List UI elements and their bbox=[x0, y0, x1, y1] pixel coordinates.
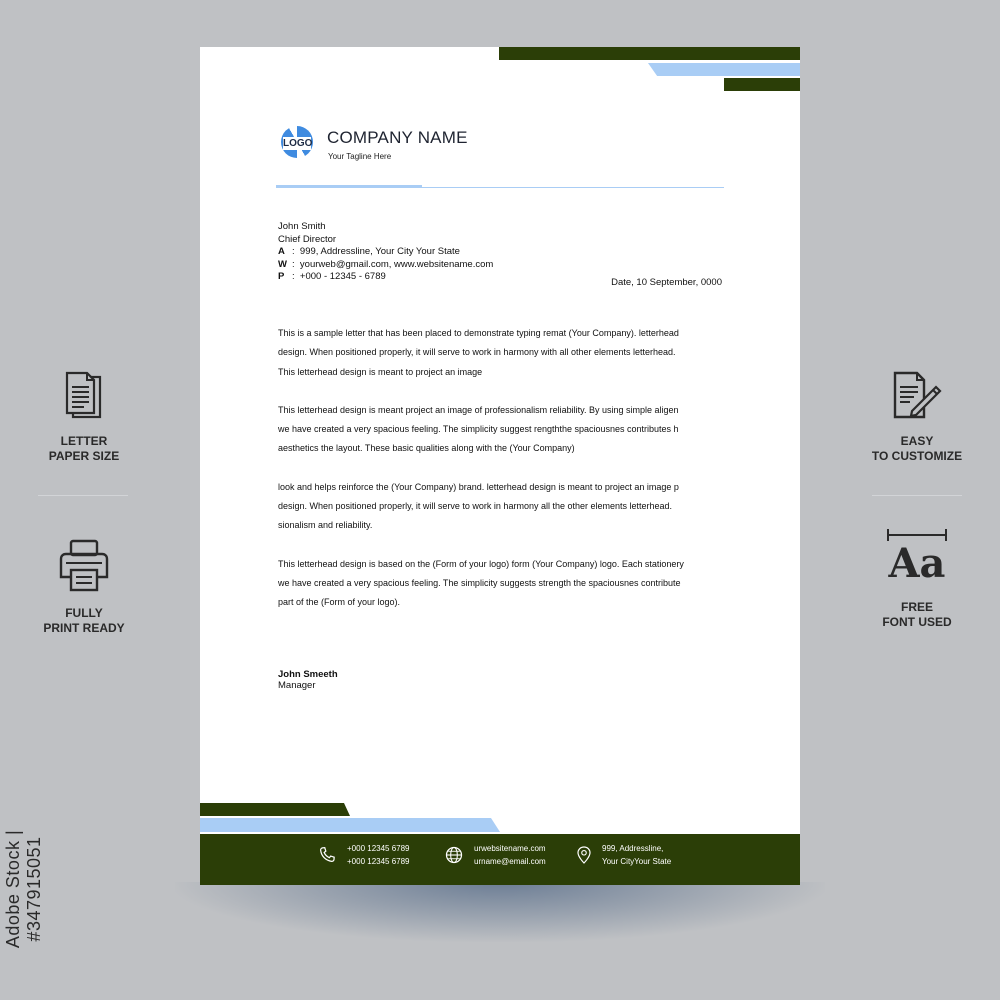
font-glyph: Aa bbox=[888, 540, 946, 587]
body-line: This letterhead design is meant to project an image bbox=[278, 366, 483, 377]
feature-line1: FREE bbox=[900, 600, 933, 614]
feature-line2: FONT USED bbox=[882, 614, 952, 629]
footer-address-2: Your CityYour State bbox=[602, 857, 672, 866]
body-line: design. When positioned properly, it will serve to work in harmony with all other elements letterhead. bbox=[278, 347, 676, 358]
letterhead-footer bbox=[200, 834, 800, 885]
document-edit-icon bbox=[890, 370, 944, 422]
company-name: COMPANY NAME bbox=[327, 128, 468, 147]
sender-phone-row: P : +000 - 12345 - 6789 bbox=[278, 271, 386, 283]
body-line: design. When positioned properly, it will serve to work in harmony all the other elements letterhead. bbox=[278, 501, 673, 512]
feature-line2: PAPER SIZE bbox=[48, 448, 120, 463]
feature-line1: LETTER bbox=[60, 434, 108, 448]
location-pin-icon bbox=[576, 845, 592, 865]
footer-phone-2: +000 12345 6789 bbox=[347, 857, 410, 866]
body-line: aesthetics the layout. These basic qualities along with the (Your Company) bbox=[278, 443, 575, 454]
letter-date: Date, 10 September, 0000 bbox=[611, 277, 722, 288]
feature-letter-size bbox=[40, 370, 128, 463]
feature-print-ready bbox=[36, 538, 132, 635]
footer-phone-1: +000 12345 6789 bbox=[347, 844, 410, 853]
printer-icon bbox=[58, 538, 110, 594]
letterhead-sheet bbox=[200, 47, 800, 885]
logo-label: LOGO bbox=[283, 138, 313, 149]
company-tagline: Your Tagline Here bbox=[328, 152, 392, 161]
footer-email: urname@email.com bbox=[474, 857, 546, 866]
footer-web-text bbox=[474, 842, 546, 868]
feature-line1: EASY bbox=[900, 434, 934, 448]
body-paragraph bbox=[278, 401, 708, 459]
signature-name: John Smeeth bbox=[278, 669, 338, 680]
footer-address-1: 999, Addressline, bbox=[602, 844, 664, 853]
sender-web-row: W : yourweb@gmail.com, www.websitename.com bbox=[278, 258, 494, 270]
page-shadow bbox=[175, 882, 825, 942]
feature-easy-customize bbox=[868, 370, 966, 463]
footer-phone-text bbox=[347, 842, 410, 868]
sender-address-row: A : 999, Addressline, Your City Your State bbox=[278, 246, 460, 258]
top-green-bar bbox=[499, 47, 800, 60]
footer-website: urwebsitename.com bbox=[474, 844, 546, 853]
bottom-blue-bar bbox=[200, 818, 500, 832]
body-paragraph bbox=[278, 555, 708, 613]
stock-id-label: Adobe Stock | #347915051 bbox=[3, 829, 44, 949]
letter-body bbox=[278, 324, 708, 632]
sender-phone: +000 - 12345 - 6789 bbox=[299, 271, 386, 283]
sender-address: 999, Addressline, Your City Your State bbox=[299, 246, 460, 258]
font-icon bbox=[885, 532, 949, 594]
globe-icon bbox=[444, 845, 464, 865]
body-line: This is a sample letter that has been placed to demonstrate typing remat (Your Company). letterhead bbox=[278, 328, 679, 338]
web-label: W bbox=[278, 258, 287, 270]
signature-block bbox=[278, 669, 338, 691]
document-stack-icon bbox=[64, 370, 104, 422]
body-line: sionalism and reliability. bbox=[278, 520, 373, 531]
footer-address bbox=[576, 842, 671, 868]
body-line: look and helps reinforce the (Your Company) brand. letterhead design is meant to project an image p bbox=[278, 481, 679, 492]
body-paragraph bbox=[278, 324, 708, 382]
feature-line2: TO CUSTOMIZE bbox=[871, 448, 963, 463]
feature-free-font bbox=[870, 532, 964, 629]
body-line: This letterhead design is based on the (Form of your logo) form (Your Company) logo. Each stationery bbox=[278, 558, 684, 569]
footer-phone bbox=[317, 842, 410, 868]
body-line: we have created a very spacious feeling. The simplicity suggest rengththe spaciousnes contributes h bbox=[278, 424, 679, 435]
footer-address-text bbox=[602, 842, 671, 868]
phone-label: P bbox=[278, 271, 285, 283]
sender-name: John Smith bbox=[278, 221, 326, 232]
bottom-green-bar bbox=[200, 803, 350, 816]
body-line: part of the (Form of your logo). bbox=[278, 597, 401, 608]
sender-web: yourweb@gmail.com, www.websitename.com bbox=[299, 258, 494, 270]
feature-line2: PRINT READY bbox=[43, 620, 125, 635]
signature-title: Manager bbox=[278, 680, 316, 691]
body-line: we have created a very spacious feeling. The simplicity suggests strength the spaciousnes contribute bbox=[278, 577, 681, 588]
header-divider-thin bbox=[276, 187, 724, 188]
body-line: This letterhead design is meant project an image of professionalism reliability. By using simple aligen bbox=[278, 404, 679, 415]
left-divider bbox=[38, 495, 128, 496]
top-blue-bar bbox=[648, 63, 800, 76]
phone-icon bbox=[317, 845, 337, 865]
address-label: A bbox=[278, 246, 285, 258]
right-divider bbox=[872, 495, 962, 496]
sender-block bbox=[278, 221, 493, 284]
top-green-small-bar bbox=[724, 78, 800, 91]
body-paragraph bbox=[278, 478, 708, 536]
sender-title: Chief Director bbox=[278, 233, 337, 245]
footer-web bbox=[444, 842, 546, 868]
feature-line1: FULLY bbox=[65, 606, 103, 620]
